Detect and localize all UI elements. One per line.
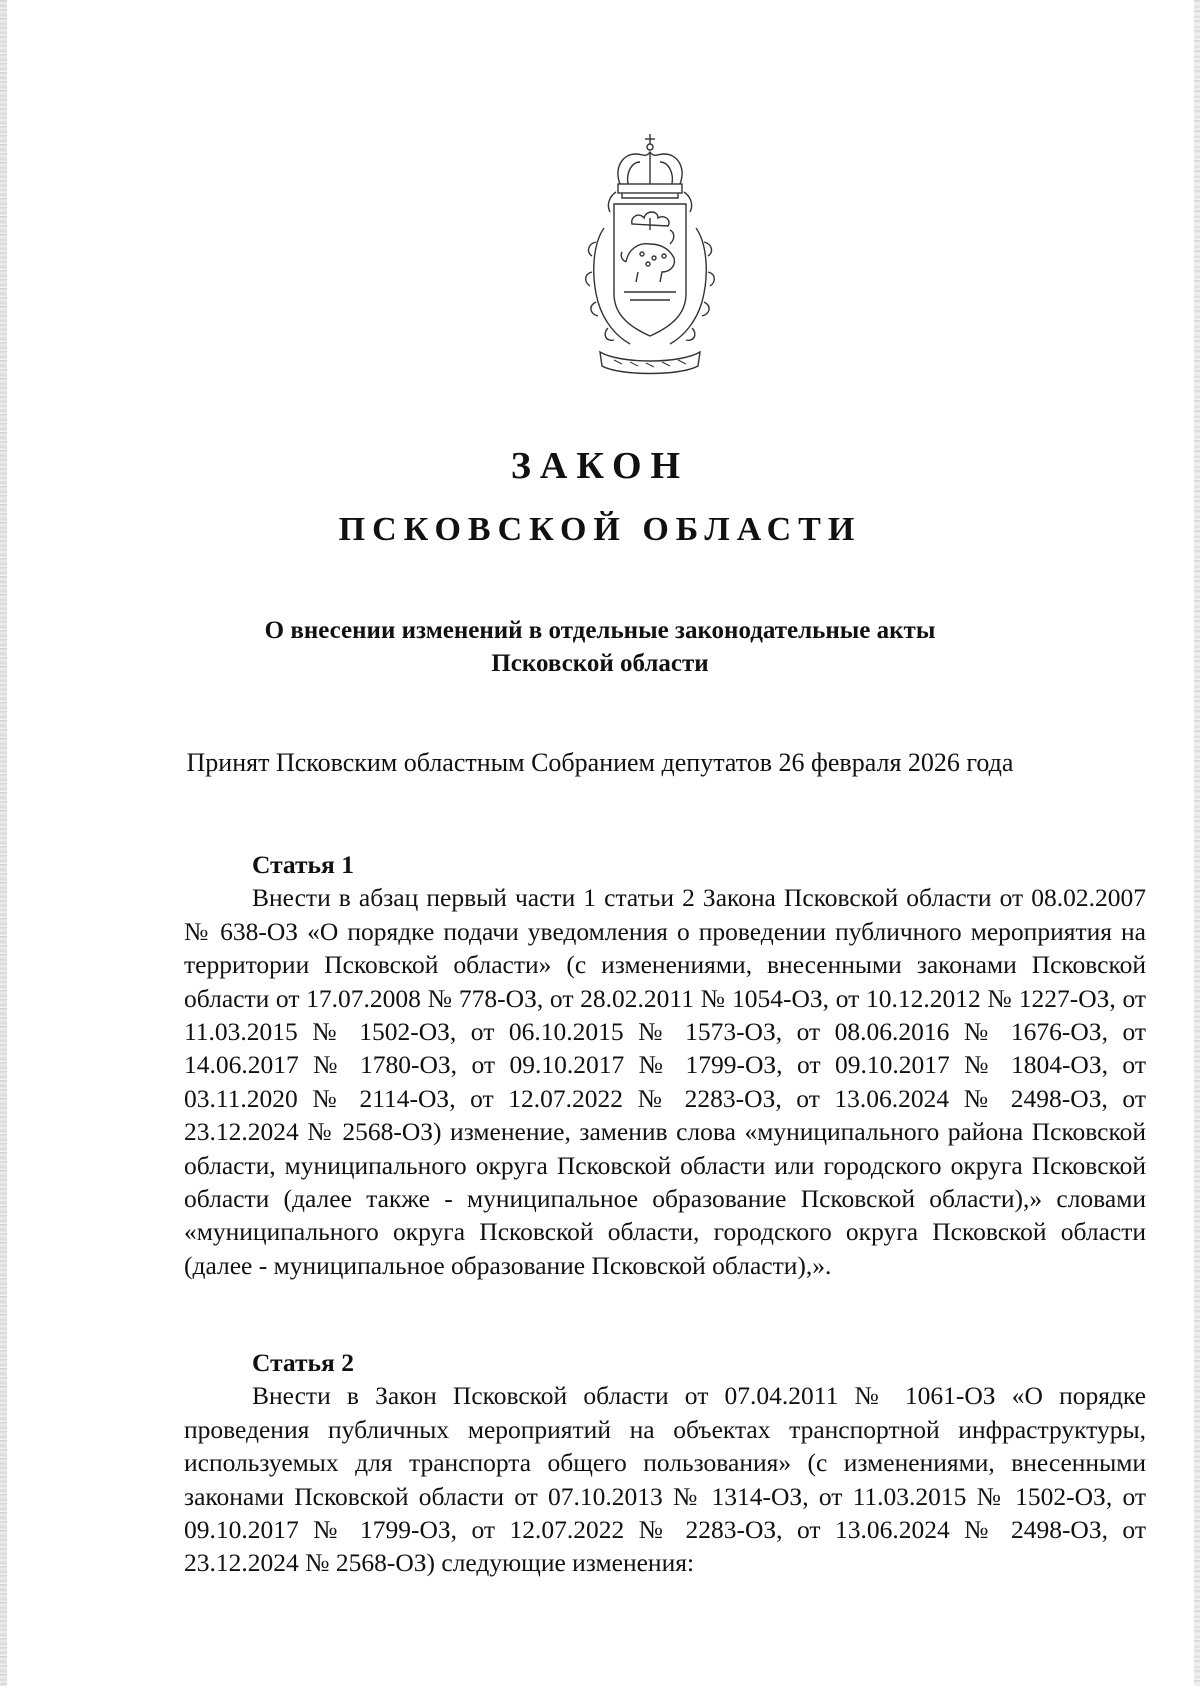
- scan-edge-left: [0, 0, 7, 1686]
- law-subject-line-1: О внесении изменений в отдельные законодательные акты: [264, 617, 936, 644]
- article-heading: Статья 1: [252, 850, 354, 879]
- article-heading: Статья 2: [252, 1348, 354, 1377]
- article-text: Внести в Закон Псковской области от 07.04.2011 № 1061-ОЗ «О порядке проведения публичных мероприятий на объектах транспортной инфраструктуры, используемых для транспорта общего пользования» (с изменениями, внесенными законами Псковской области от 07.10.2013 № 1314-ОЗ, от 11.03.2015 № 1502-ОЗ, от 09.10.2017 № 1799-ОЗ, от 12.07.2022 № 2283-ОЗ, от 13.06.2024 № 2498-ОЗ, от 23.12.2024 № 2568-ОЗ) следующие изменения:: [184, 1381, 1146, 1578]
- article-1: [184, 848, 1146, 1282]
- law-title: ЗАКОН: [510, 445, 690, 487]
- law-subject-line-2: Псковской области: [491, 650, 709, 677]
- law-region: ПСКОВСКОЙ ОБЛАСТИ: [338, 511, 862, 548]
- coat-of-arms-icon: [570, 132, 730, 382]
- scan-edge-right: [1194, 0, 1200, 1686]
- article-2: [184, 1346, 1146, 1580]
- adoption-statement: Принят Псковским областным Собранием депутатов 26 февраля 2026 года: [186, 748, 1014, 777]
- article-text: Внести в абзац первый части 1 статьи 2 Закона Псковской области от 08.02.2007 № 638-ОЗ «О порядке подачи уведомления о проведении публичного мероприятия на территории Псковской области» (с изменениями, внесенными законами Псковской области от 17.07.2008 № 778-ОЗ, от 28.02.2011 № 1054-ОЗ, от 10.12.2012 № 1227-ОЗ, от 11.03.2015 № 1502-ОЗ, от 06.10.2015 № 1573-ОЗ, от 08.06.2016 № 1676-ОЗ, от 14.06.2017 № 1780-ОЗ, от 09.10.2017 № 1799-ОЗ, от 09.10.2017 № 1804-ОЗ, от 03.11.2020 № 2114-ОЗ, от 12.07.2022 № 2283-ОЗ, от 13.06.2024 № 2498-ОЗ, от 23.12.2024 № 2568-ОЗ) изменение, заменив слова «муниципального района Псковской области, муниципального округа Псковской области или городского округа Псковской области (далее также - муниципальное образование Псковской области),» словами «муниципального округа Псковской области, городского округа Псковской области (далее - муниципальное образование Псковской области),».: [184, 883, 1146, 1280]
- law-subject: [0, 614, 1200, 680]
